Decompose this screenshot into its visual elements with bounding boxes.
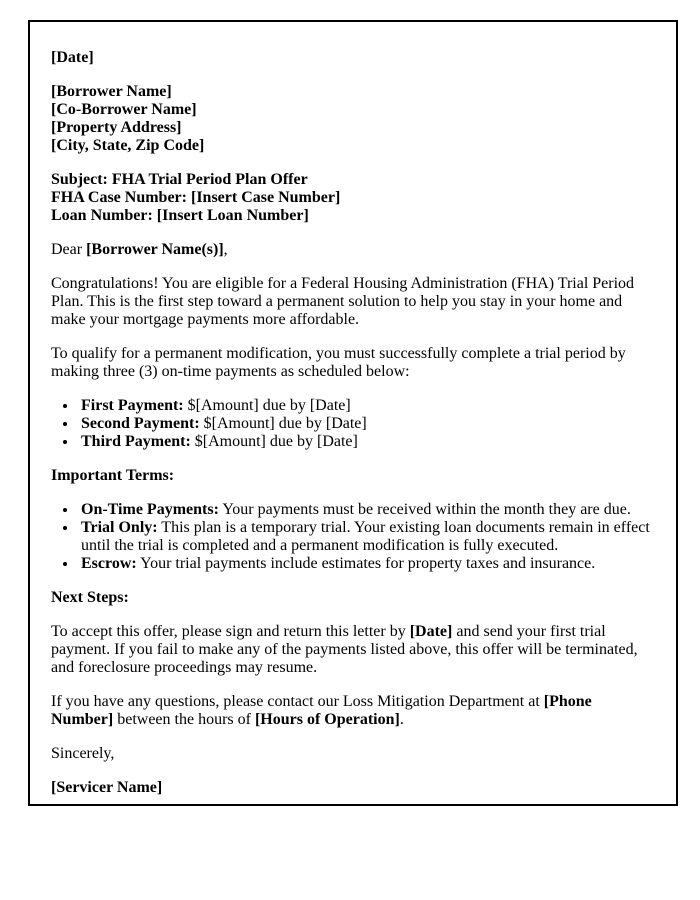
text-line (51, 101, 654, 119)
placeholder-text: [City, State, Zip Code] (51, 137, 205, 154)
list-item (78, 555, 654, 573)
placeholder-text: [Servicer Name] (51, 779, 163, 796)
placeholder-text: Subject: FHA Trial Period Plan Offer (51, 171, 308, 188)
placeholder-text: Third Payment: (81, 433, 191, 450)
placeholder-text: [Date] (409, 623, 453, 640)
list-item (78, 501, 654, 519)
recipient-address-block (51, 83, 654, 155)
placeholder-text: [Property Address] (51, 119, 182, 136)
placeholder-text: FHA Case Number: [Insert Case Number] (51, 189, 341, 206)
body-text: To qualify for a permanent modification, you must successfully complete a trial period by making three (3) on-time payments as scheduled below: (51, 345, 626, 380)
placeholder-text: [Borrower Name] (51, 83, 172, 100)
body-text: $[Amount] due by [Date] (190, 433, 358, 450)
body-text: If you have any questions, please contact our Loss Mitigation Department at (51, 693, 544, 710)
payment-schedule-list (51, 397, 654, 451)
placeholder-text: Important Terms: (51, 467, 175, 484)
body-text: Sincerely, (51, 745, 115, 762)
salutation (51, 241, 654, 259)
body-text: $[Amount] due by [Date] (199, 415, 367, 432)
text-line (51, 189, 654, 207)
placeholder-text: Trial Only: (81, 519, 158, 536)
list-item (78, 433, 654, 451)
next-steps-heading (51, 589, 654, 607)
placeholder-text: [Borrower Name(s)] (86, 241, 224, 258)
placeholder-text: Escrow: (81, 555, 137, 572)
intro-paragraph (51, 275, 654, 329)
placeholder-text: Loan Number: [Insert Loan Number] (51, 207, 309, 224)
text-line (51, 137, 654, 155)
body-text: . (399, 711, 404, 728)
body-text: $[Amount] due by [Date] (183, 397, 351, 414)
text-line (51, 119, 654, 137)
body-text: Your payments must be received within the month they are due. (218, 501, 631, 518)
text-line (51, 171, 654, 189)
placeholder-text: On-Time Payments: (81, 501, 219, 518)
qualification-paragraph (51, 345, 654, 381)
body-text: , (223, 241, 228, 258)
placeholder-text: [Phone Number] (51, 693, 592, 728)
placeholder-text: [Co-Borrower Name] (51, 101, 197, 118)
closing (51, 745, 654, 763)
acceptance-paragraph (51, 623, 654, 677)
body-text: Congratulations! You are eligible for a Federal Housing Administration (FHA) Trial Period Plan. This is the first step toward a permanent solution to help you stay in your home and make your mortgage payments more affordable. (51, 275, 635, 328)
body-text: and send your first trial payment. If you fail to make any of the payments listed above, this offer will be terminated, and foreclosure proceedings may resume. (51, 623, 638, 676)
body-text: between the hours of (113, 711, 255, 728)
placeholder-text: Next Steps: (51, 589, 129, 606)
text-line (51, 207, 654, 225)
date-line (51, 49, 654, 67)
servicer-name-line (51, 779, 654, 797)
list-item (78, 415, 654, 433)
body-text: This plan is a temporary trial. Your existing loan documents remain in effect until the trial is completed and a permanent modification is fully executed. (81, 519, 650, 554)
list-item (78, 519, 654, 555)
placeholder-text: [Date] (51, 49, 94, 66)
important-terms-heading (51, 467, 654, 485)
body-text: To accept this offer, please sign and return this letter by (51, 623, 410, 640)
important-terms-list (51, 501, 654, 573)
placeholder-text: Second Payment: (81, 415, 200, 432)
contact-paragraph (51, 693, 654, 729)
letter-body (30, 22, 676, 797)
placeholder-text: First Payment: (81, 397, 184, 414)
body-text: Your trial payments include estimates for property taxes and insurance. (136, 555, 596, 572)
body-text: Dear (51, 241, 87, 258)
letter-page (28, 20, 678, 806)
text-line (51, 83, 654, 101)
placeholder-text: [Hours of Operation] (254, 711, 400, 728)
list-item (78, 397, 654, 415)
subject-block (51, 171, 654, 225)
